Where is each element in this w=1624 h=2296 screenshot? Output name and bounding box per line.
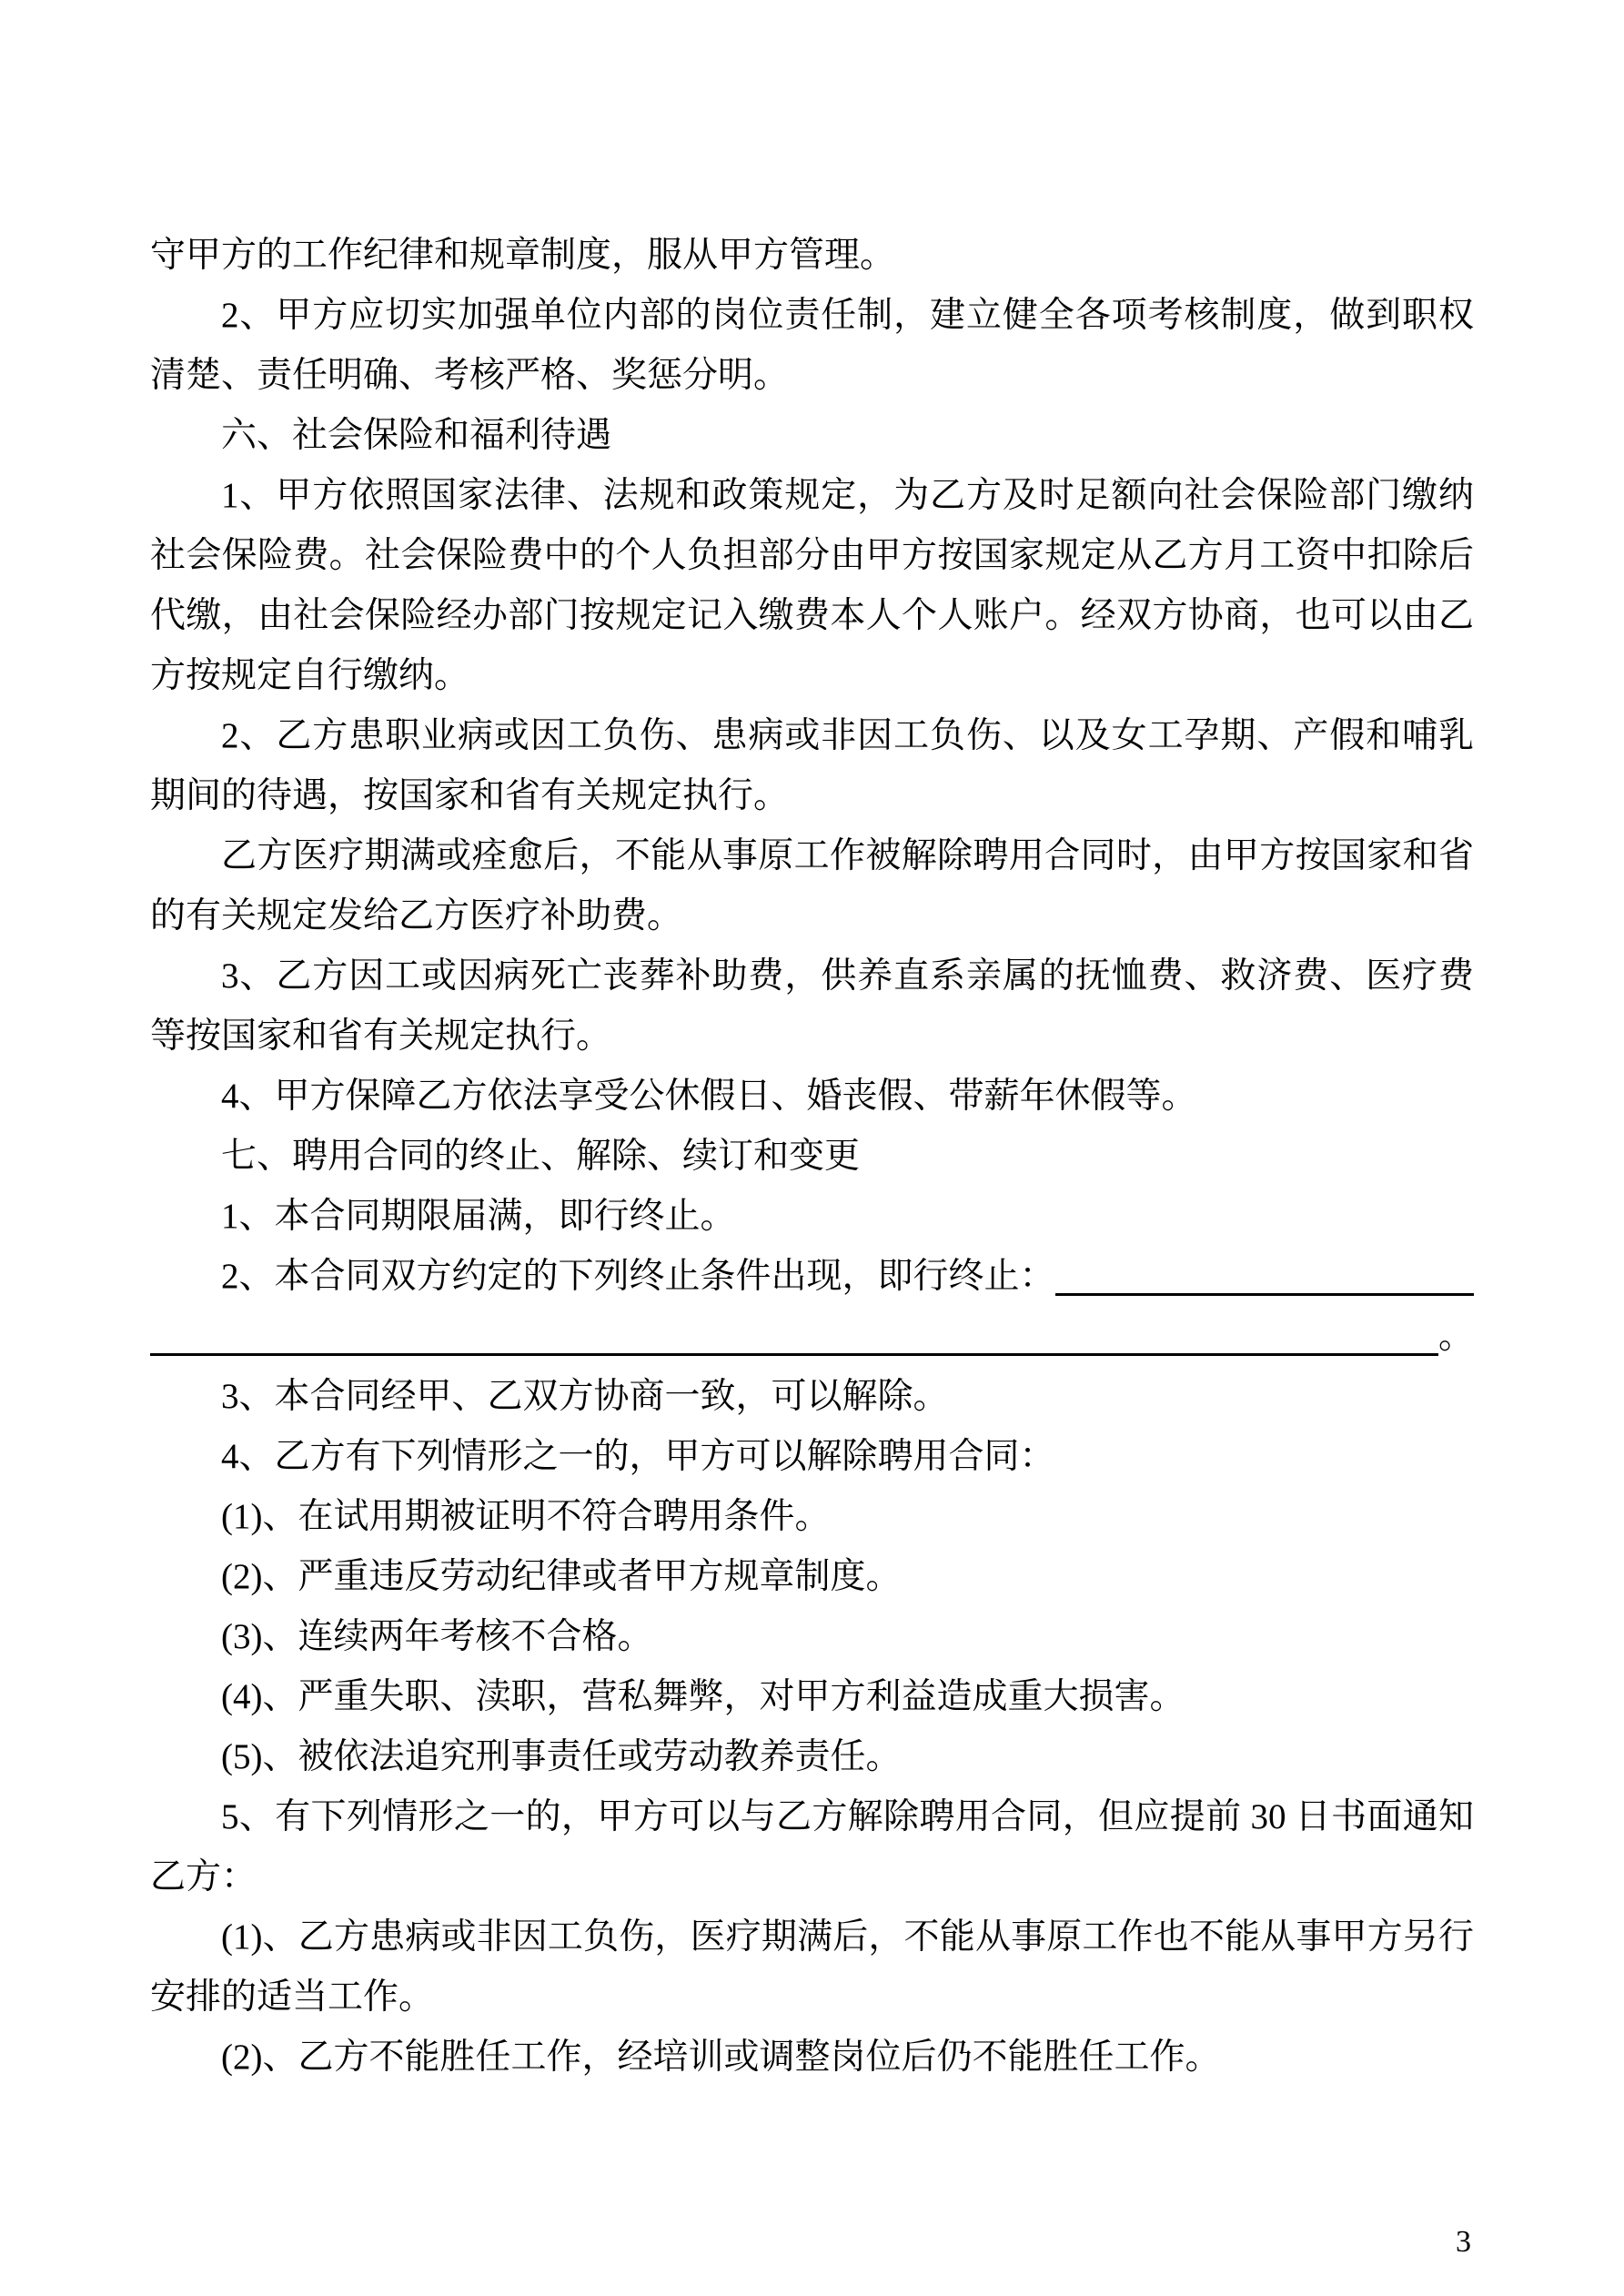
contract-clause: 2、乙方患职业病或因工负伤、患病或非因工负伤、以及女工孕期、产假和哺乳期间的待遇，按国家和省有关规定执行。 (150, 716, 1474, 815)
contract-clause: 1、本合同期限届满，即行终止。 (221, 1197, 736, 1236)
section-heading-social-insurance: 六、社会保险和福利待遇 (221, 416, 612, 455)
page-number: 3 (1456, 2225, 1471, 2259)
contract-clause: 乙方医疗期满或痊愈后，不能从事原工作被解除聘用合同时，由甲方按国家和省的有关规定发给乙方医疗补助费。 (150, 836, 1474, 936)
contract-clause: 4、甲方保障乙方依法享受公休假日、婚丧假、带薪年休假等。 (221, 1077, 1197, 1116)
contract-clause: 4、乙方有下列情形之一的，甲方可以解除聘用合同： (221, 1437, 1055, 1476)
fill-in-blank-line (1055, 1293, 1474, 1296)
contract-clause: 2、甲方应切实加强单位内部的岗位责任制，建立健全各项考核制度，做到职权清楚、责任明确、考核严格、奖惩分明。 (150, 296, 1474, 395)
contract-subclause: (2)、乙方不能胜任工作，经培训或调整岗位后仍不能胜任工作。 (221, 2038, 1221, 2077)
clause-text: 2、本合同双方约定的下列终止条件出现，即行终止： (221, 1257, 1055, 1296)
section-heading-termination: 七、聘用合同的终止、解除、续订和变更 (221, 1137, 861, 1176)
contract-subclause: (3)、连续两年考核不合格。 (221, 1617, 653, 1656)
contract-subclause: (4)、严重失职、渎职，营私舞弊，对甲方利益造成重大损害。 (221, 1677, 1185, 1716)
contract-subclause: (1)、乙方患病或非因工负伤，医疗期满后，不能从事原工作也不能从事甲方另行安排的适当工作。 (150, 1917, 1474, 2017)
contract-clause: 1、甲方依照国家法律、法规和政策规定，为乙方及时足额向社会保险部门缴纳社会保险费。社会保险费中的个人负担部分由甲方按国家规定从乙方月工资中扣除后代缴，由社会保险经办部门按规定记入缴费本人个人账户。经双方协商，也可以由乙方按规定自行缴纳。 (150, 476, 1474, 695)
fill-in-blank-line (150, 1353, 1438, 1356)
contract-blank-continuation (150, 1307, 1474, 1367)
contract-clause: 5、有下列情形之一的，甲方可以与乙方解除聘用合同，但应提前 30 日书面通知乙方： (150, 1797, 1474, 1896)
clause-suffix: 。 (1437, 1317, 1474, 1356)
contract-subclause: (5)、被依法追究刑事责任或劳动教养责任。 (221, 1737, 902, 1776)
contract-clause: 守甲方的工作纪律和规章制度，服从甲方管理。 (150, 236, 896, 275)
contract-clause: 3、本合同经甲、乙双方协商一致，可以解除。 (221, 1377, 949, 1416)
contract-clause-with-blank (150, 1247, 1474, 1307)
contract-subclause: (1)、在试用期被证明不符合聘用条件。 (221, 1497, 831, 1536)
contract-subclause: (2)、严重违反劳动纪律或者甲方规章制度。 (221, 1557, 902, 1596)
contract-clause: 3、乙方因工或因病死亡丧葬补助费，供养直系亲属的抚恤费、救济费、医疗费等按国家和省有关规定执行。 (150, 956, 1474, 1056)
